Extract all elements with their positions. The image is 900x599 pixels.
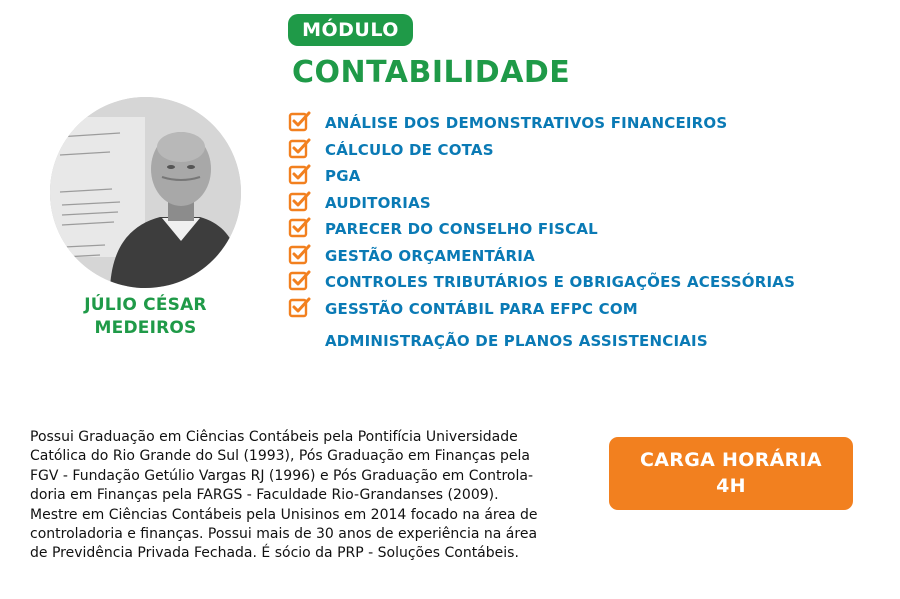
checkbox-checked-icon (288, 189, 312, 213)
topic-label: ANÁLISE DOS DEMONSTRATIVOS FINANCEIROS (325, 114, 728, 132)
checkbox-checked-icon (288, 268, 312, 292)
instructor-name-line2: MEDEIROS (94, 318, 197, 338)
bio-line: controladoria e finanças. Possui mais de 30 anos de experiência na área (30, 526, 538, 543)
bio-line: Mestre em Ciências Contábeis pela Unisinos em 2014 focado na área de (30, 506, 538, 523)
module-title: CONTABILIDADE (292, 55, 571, 90)
topic-label: PGA (325, 167, 361, 185)
instructor-photo-icon (50, 97, 241, 288)
topic-label: PARECER DO CONSELHO FISCAL (325, 220, 598, 238)
topic-list (288, 112, 868, 359)
workload-badge (609, 437, 853, 510)
workload-label: CARGA HORÁRIA (640, 449, 822, 471)
instructor-name-line1: JÚLIO CÉSAR (84, 295, 207, 315)
bio-line: de Previdência Privada Fechada. É sócio da PRP - Soluções Contábeis. (30, 545, 519, 562)
bio-line: Possui Graduação em Ciências Contábeis pela Pontifícia Universidade (30, 429, 518, 445)
module-badge: MÓDULO (288, 14, 413, 46)
topic-label: CÁLCULO DE COTAS (325, 140, 494, 159)
topic-item (288, 293, 868, 359)
topic-label: GESSTÃO CONTÁBIL PARA EFPC COM (325, 299, 638, 318)
bio-line: doria em Finanças pela FARGS - Faculdade Rio-Grandanses (2009). (30, 487, 499, 504)
checkbox-checked-icon (288, 242, 312, 266)
topic-label: AUDITORIAS (325, 193, 431, 212)
checkbox-checked-icon (288, 136, 312, 160)
workload-value: 4H (716, 475, 746, 497)
checkbox-checked-icon (288, 109, 312, 133)
checkbox-checked-icon (288, 295, 312, 319)
bio-line: FGV - Fundação Getúlio Vargas RJ (1996) e Pós Graduação em Controla- (30, 467, 534, 484)
checkbox-checked-icon (288, 162, 312, 186)
topic-label-continued: ADMINISTRAÇÃO DE PLANOS ASSISTENCIAIS (325, 331, 708, 350)
topic-label: GESTÃO ORÇAMENTÁRIA (325, 246, 535, 265)
topic-label: CONTROLES TRIBUTÁRIOS E OBRIGAÇÕES ACESSÓRIAS (325, 273, 796, 291)
instructor-photo (50, 97, 241, 288)
checkbox-checked-icon (288, 215, 312, 239)
bio-line: Católica do Rio Grande do Sul (1993), Pós Graduação em Finanças pela (30, 448, 530, 465)
instructor-name (40, 294, 251, 340)
instructor-bio (30, 428, 575, 564)
